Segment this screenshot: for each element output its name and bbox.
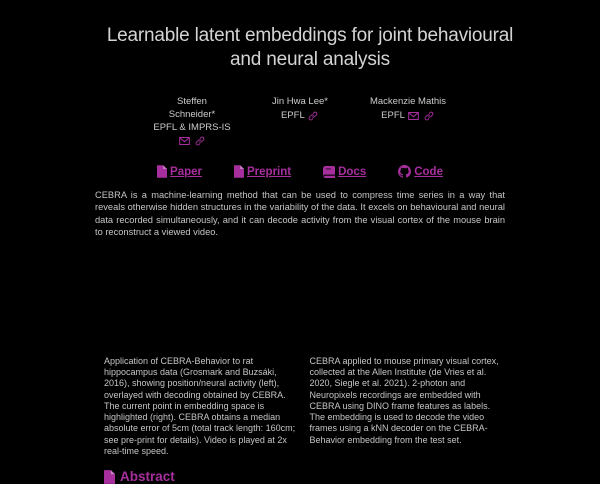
link-icon[interactable]	[308, 111, 318, 124]
preprint-link[interactable]	[234, 165, 291, 178]
code-link[interactable]	[398, 165, 443, 178]
author-list	[95, 96, 505, 148]
email-icon[interactable]	[408, 111, 419, 124]
author-name: Jin Hwa Lee*	[272, 96, 328, 107]
caption-right: CEBRA applied to mouse primary visual cortex, collected at the Allen Institute (de Vries et al. 2020, Siegle et al. 2021). 2-photon and Neuropixels recordings are embedded with CEBRA using DINO frame features as labels. The embedding is used to decode the video frames using a kNN decoder on the CEBRA-Behavior embedding from the test set.	[309, 355, 499, 445]
preprint-link-label: Preprint	[247, 165, 292, 178]
video-captions	[95, 356, 505, 458]
docs-link[interactable]	[323, 165, 366, 178]
paper-icon	[157, 165, 167, 178]
hippocampus-video	[95, 243, 296, 355]
docs-link-label: Docs	[338, 165, 367, 178]
document-icon	[104, 470, 115, 484]
book-icon	[323, 166, 335, 178]
author	[258, 96, 342, 123]
abstract-heading	[104, 469, 505, 484]
author-affiliation: EPFL	[280, 109, 305, 121]
author	[150, 96, 234, 148]
author-affiliation-row	[366, 110, 450, 124]
paper-link[interactable]	[157, 165, 202, 178]
page-title: Learnable latent embeddings for joint behavioural and neural analysis	[106, 25, 514, 70]
resource-links	[95, 165, 505, 178]
author-affiliation: EPFL & IMPRS-IS	[153, 122, 231, 133]
code-link-label: Code	[414, 165, 443, 178]
author-name: Steffen Schneider*	[168, 96, 216, 120]
author-affiliation-row	[258, 110, 342, 124]
link-icon[interactable]	[195, 136, 205, 149]
abstract-heading-label: Abstract	[120, 469, 175, 484]
author-affiliation-row	[150, 122, 234, 148]
link-icon[interactable]	[424, 111, 434, 124]
author	[366, 96, 450, 123]
paper-link-label: Paper	[170, 165, 202, 178]
caption-left: Application of CEBRA-Behavior to rat hippocampus data (Grosmark and Buzsáki, 2016), showing position/neural activity (left), overlayed with decoding obtained by CEBRA. The current point in embedding space is highlighted (right). CEBRA obtains a median absolute error of 5cm (total track length: 160cm; see pre-print for details). Video is played at 2x real-time speed.	[104, 355, 296, 456]
preprint-icon	[234, 165, 244, 178]
author-name: Mackenzie Mathis	[369, 96, 447, 107]
visual-cortex-video	[304, 243, 505, 355]
author-affiliation: EPFL	[381, 109, 405, 121]
email-icon[interactable]	[179, 136, 190, 149]
intro-paragraph: CEBRA is a machine-learning method that can be used to compress time series in a way that reveals otherwise hidden structures in the variability of the data. It excels on behavioural and neural data recorded simultaneously, and it can decode activity from the visual cortex of the mouse brain to reconstruct a viewed video.	[95, 190, 505, 238]
video-region	[95, 243, 505, 355]
github-icon	[398, 165, 411, 178]
page	[95, 24, 514, 484]
